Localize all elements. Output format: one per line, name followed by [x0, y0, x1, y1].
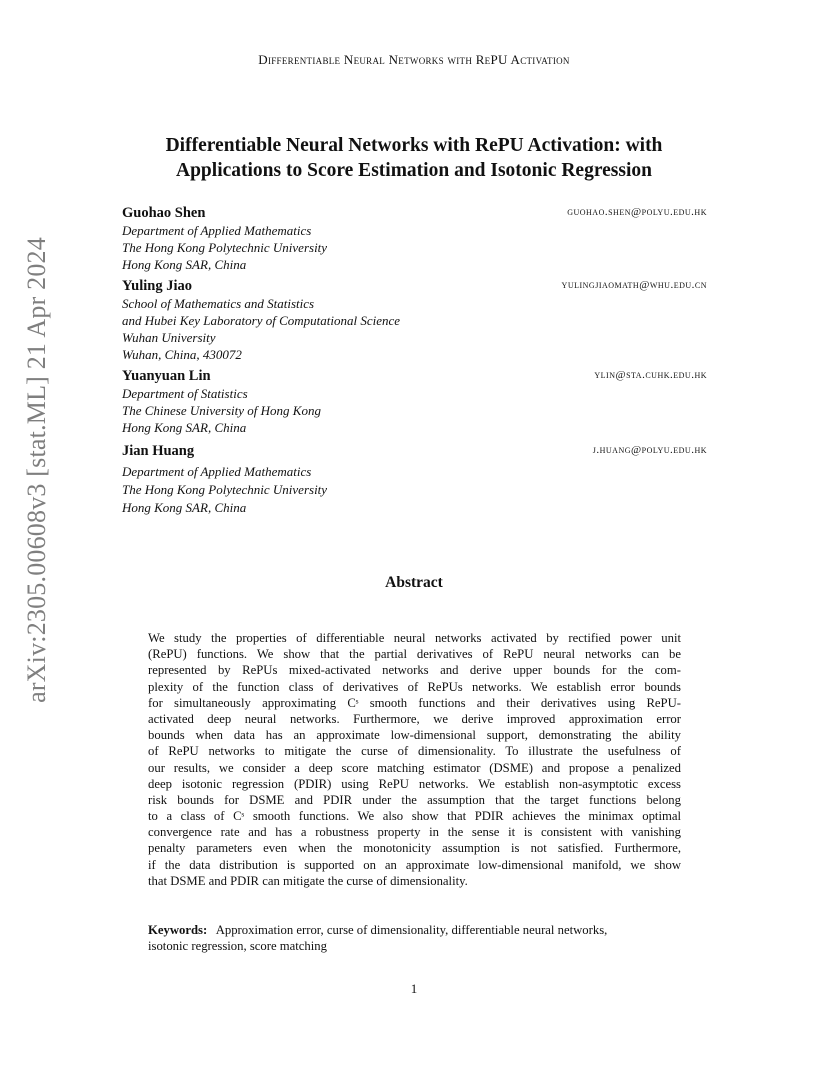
- keywords-text: isotonic regression, score matching: [148, 939, 327, 954]
- affiliation-line: and Hubei Key Laboratory of Computational Science: [122, 313, 401, 328]
- affiliation-line: The Hong Kong Polytechnic University: [122, 240, 328, 255]
- affiliation-line: Wuhan, China, 430072: [122, 347, 242, 362]
- abstract-line: of RePU networks to mitigate the curse of dimensionality. To illustrate the usefulness of: [148, 744, 681, 759]
- affiliation-line: Hong Kong SAR, China: [122, 420, 247, 435]
- affiliation-line: The Hong Kong Polytechnic University: [122, 482, 328, 497]
- author-name: Guohao Shen: [122, 205, 206, 221]
- author-email: ylin@sta.cuhk.edu.hk: [594, 369, 707, 381]
- affiliation-line: Department of Applied Mathematics: [122, 464, 312, 479]
- author-block: [122, 368, 707, 436]
- abstract-line: activated deep neural networks. Furthermore, we derive improved approximation error: [148, 711, 681, 726]
- affiliation-line: Wuhan University: [122, 330, 216, 345]
- affiliation-line: Department of Applied Mathematics: [122, 223, 312, 238]
- keywords-line: [148, 922, 681, 938]
- running-header: Differentiable Neural Networks with RePU Activation: [258, 52, 570, 67]
- title-line: Applications to Score Estimation and Isotonic Regression: [176, 160, 652, 181]
- abstract-line: We study the properties of differentiable neural networks activated by rectified power unit: [148, 631, 681, 645]
- page-number: 1: [410, 981, 418, 996]
- title-line: Differentiable Neural Networks with RePU Activation: with: [165, 135, 663, 156]
- abstract-line: convergence rate and has a robustness property in the sense it is consistent with vanishing: [148, 825, 681, 840]
- abstract-line: if the data distribution is supported on an approximate low-dimensional manifold, we show: [148, 857, 681, 872]
- author-email: guohao.shen@polyu.edu.hk: [567, 206, 707, 218]
- author-email: yulingjiaomath@whu.edu.cn: [561, 279, 707, 291]
- keywords-block: [148, 922, 681, 954]
- abstract-line: risk bounds for DSME and PDIR under the assumption that the target functions belong: [148, 792, 681, 807]
- author-block: [122, 205, 707, 273]
- affiliation-line: Hong Kong SAR, China: [122, 257, 247, 272]
- paper-title: [100, 133, 728, 183]
- abstract-line: represented by RePUs mixed-activated networks and derive upper bounds for the com-: [148, 663, 681, 678]
- abstract-line: for simultaneously approximating Cˢ smooth functions and their derivatives using RePU-: [148, 695, 681, 710]
- affiliation-line: School of Mathematics and Statistics: [122, 296, 315, 311]
- abstract-line: to a class of Cˢ smooth functions. We also show that PDIR achieves the minimax optimal: [148, 809, 681, 824]
- abstract-line: our results, we consider a deep score matching estimator (DSME) and propose a penalized: [148, 760, 681, 775]
- author-name: Yuling Jiao: [122, 278, 192, 294]
- abstract-body: [148, 630, 681, 889]
- affiliation-line: Department of Statistics: [122, 386, 248, 401]
- arxiv-stamp: arXiv:2305.00608v3 [stat.ML] 21 Apr 2024: [22, 237, 51, 703]
- affiliation-line: The Chinese University of Hong Kong: [122, 403, 321, 418]
- affiliation-line: Hong Kong SAR, China: [122, 500, 247, 515]
- author-name: Jian Huang: [122, 443, 195, 459]
- abstract-line: bounds when data has an approximate low-dimensional support, demonstrating the ability: [148, 728, 681, 743]
- abstract-line: (RePU) functions. We show that the partial derivatives of RePU neural networks can be: [148, 647, 681, 662]
- author-block: [122, 443, 707, 516]
- abstract-heading: Abstract: [385, 574, 443, 591]
- keywords-text: Approximation error, curse of dimensionality, differentiable neural networks,: [215, 923, 608, 937]
- abstract-line: that DSME and PDIR can mitigate the curse of dimensionality.: [148, 873, 468, 888]
- author-block: [122, 278, 707, 363]
- keywords-label: Keywords:: [148, 923, 208, 937]
- abstract-line: plexity of the function class of derivatives of RePUs networks. We establish error bounds: [148, 679, 681, 694]
- abstract-line: deep isotonic regression (PDIR) using RePU networks. We establish non-asymptotic excess: [148, 776, 681, 791]
- author-name: Yuanyuan Lin: [122, 368, 211, 384]
- abstract-line: penalty parameters even when the monotonicity assumption is not satisfied. Furthermore,: [148, 841, 681, 856]
- author-email: j.huang@polyu.edu.hk: [592, 444, 707, 456]
